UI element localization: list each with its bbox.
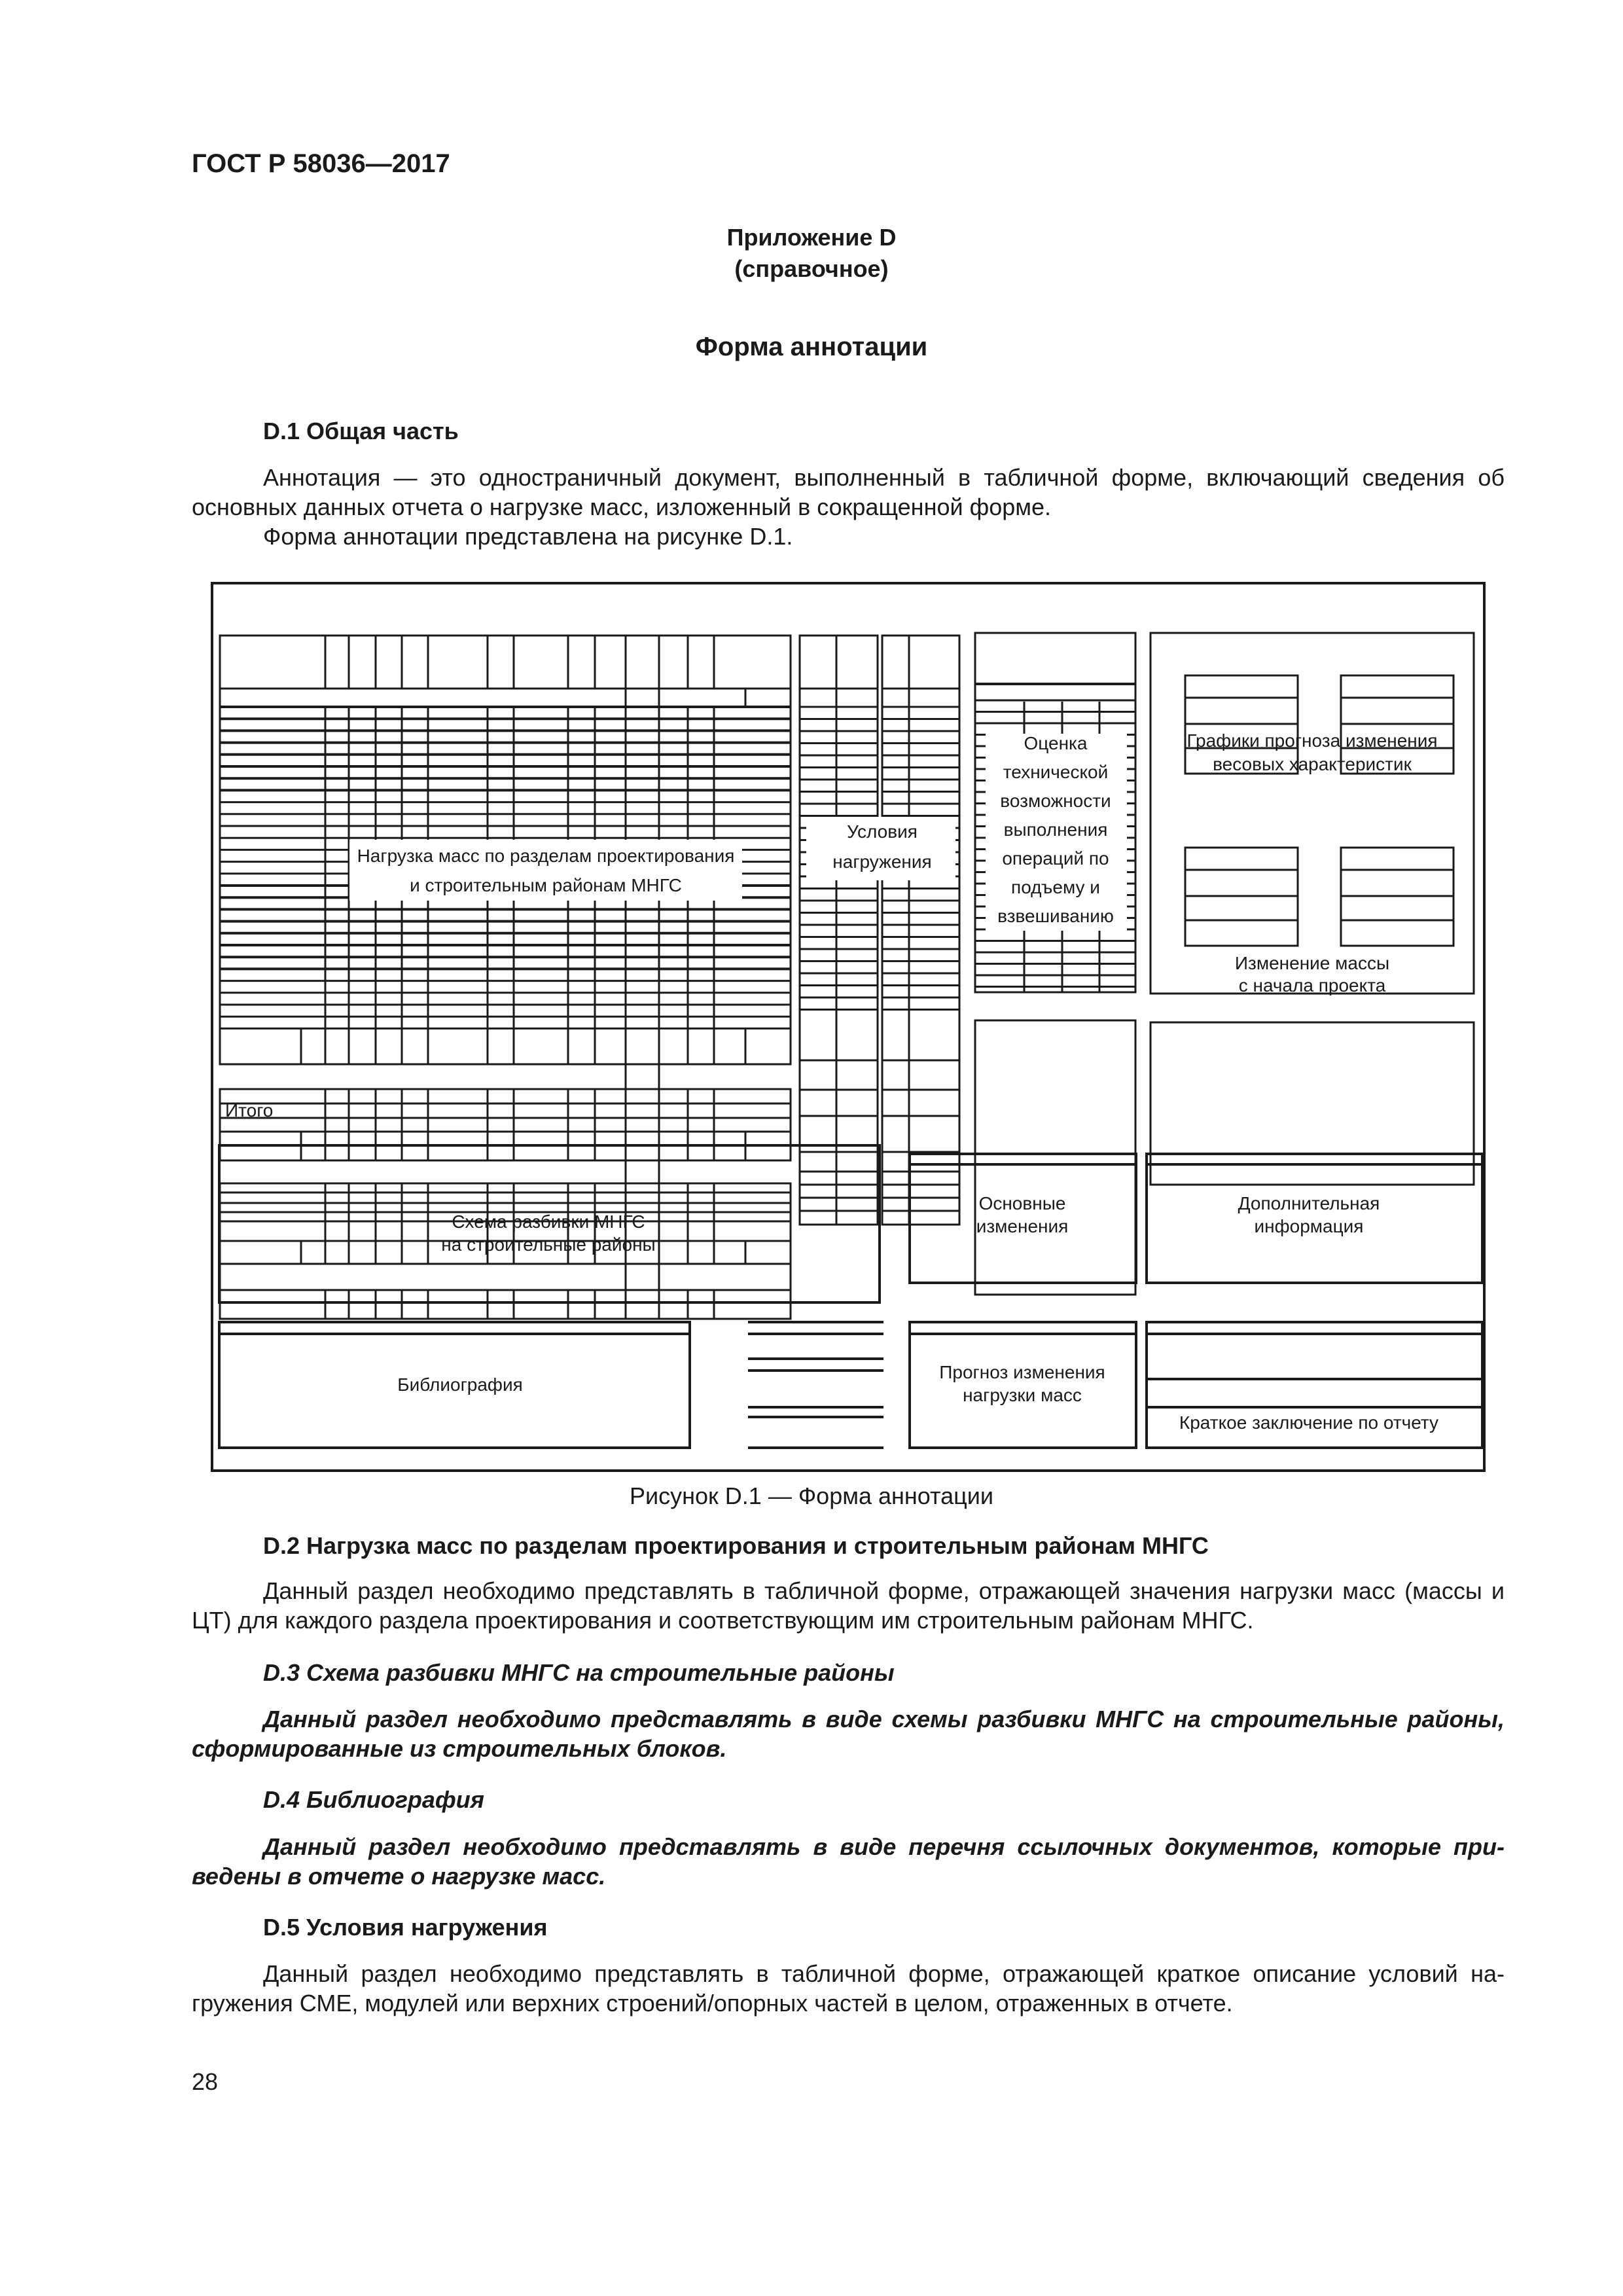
- paragraph: Данный раздел необходимо представлять в виде схемы разбивки МНГС на строительные районы, сформированные из строительных блоков.: [192, 1706, 1505, 1762]
- paragraph: Аннотация — это одностраничный документ, выполненный в табличной форме, включающий сведения об основных данных отчета о нагрузке масс, изложенный в сокращенной форме.: [192, 464, 1505, 520]
- figure-label-main-changes: изменения: [976, 1216, 1069, 1236]
- figure-label-assessment: взвешиванию: [997, 906, 1114, 926]
- figure-label-assessment: Оценка: [1024, 733, 1088, 753]
- figure-label-scheme: на строительные районы: [441, 1234, 656, 1255]
- figure-label-additional-info: информация: [1254, 1216, 1364, 1236]
- figure-label-load-conditions: Условия: [847, 821, 918, 842]
- form-box: [975, 1020, 1135, 1295]
- figure-label-mass-load: Нагрузка масс по разделам проектирования: [357, 846, 735, 866]
- figure-caption: Рисунок D.1 — Форма аннотации: [630, 1482, 993, 1509]
- figure-label-mass-change: Изменение массы: [1234, 953, 1390, 973]
- page-number: 28: [192, 2068, 219, 2095]
- section-heading-d4: D.4 Библиография: [263, 1786, 484, 1813]
- figure-label-forecast: нагрузки масс: [963, 1385, 1082, 1405]
- figure-label-graphs: Графики прогноза изменения: [1186, 730, 1438, 751]
- figure-label-mass-change: с начала проекта: [1238, 975, 1386, 996]
- figure-label-assessment: возможности: [1000, 791, 1111, 811]
- figure-label-total: Итого: [225, 1100, 274, 1121]
- figure-label-mass-load: и строительным районам МНГС: [410, 875, 682, 895]
- paragraph: Данный раздел необходимо представлять в табличной форме, отражающей значения нагрузки масс (массы и ЦТ) для каждого раздела проектирования и соответствующим им строительным районам МНГС.: [192, 1577, 1505, 1634]
- figure-label-assessment: технической: [1003, 762, 1109, 782]
- figure-label-summary: Краткое заключение по отчету: [1179, 1412, 1439, 1433]
- section-heading-d5: D.5 Условия нагружения: [263, 1914, 548, 1941]
- paragraph: Форма аннотации представлена на рисунке D.1.: [263, 523, 793, 550]
- document-header: ГОСТ Р 58036—2017: [192, 149, 450, 178]
- form-box: [220, 1089, 791, 1160]
- section-heading-d3: D.3 Схема разбивки МНГС на строительные районы: [263, 1659, 895, 1686]
- figure-label-forecast: Прогноз изменения: [939, 1362, 1105, 1382]
- figure-label-assessment: подъему и: [1011, 877, 1100, 897]
- form-box: [1150, 1022, 1474, 1185]
- appendix-title: Форма аннотации: [695, 332, 928, 361]
- figure-label-assessment: операций по: [1002, 848, 1109, 869]
- form-box: [882, 636, 959, 1225]
- svg-text:нагружения: [832, 852, 931, 872]
- figure-label-graphs: весовых характеристик: [1213, 754, 1412, 774]
- figure-label-bibliography: Библиография: [397, 1374, 523, 1395]
- section-heading-d2: D.2 Нагрузка масс по разделам проектирования и строительным районам МНГС: [263, 1532, 1209, 1559]
- svg-text:Нагрузка масс по разделам прое: [357, 846, 735, 866]
- paragraph: Данный раздел необходимо представлять в виде перечня ссылочных документов, которые приведены в отчете о нагрузке масс.: [192, 1833, 1505, 1890]
- figure-label-assessment: выполнения: [1003, 819, 1108, 840]
- svg-text:и строительным районам МНГС: [410, 875, 682, 895]
- paragraph: Данный раздел необходимо представлять в табличной форме, отражающей краткое описание условий нагружения СМЕ, модулей или верхних строений/опорных частей в целом, отраженных в отчете.: [192, 1960, 1505, 2017]
- figure-label-additional-info: Дополнительная: [1238, 1193, 1380, 1213]
- appendix-type: (справочное): [734, 255, 889, 282]
- form-box: [800, 636, 878, 1225]
- figure-label-load-conditions: нагружения: [832, 852, 932, 872]
- figure-label-main-changes: Основные: [978, 1193, 1066, 1213]
- appendix-label: Приложение D: [726, 224, 897, 251]
- form-box: [212, 583, 1484, 1471]
- form-box: [1150, 633, 1474, 994]
- section-heading-d1: D.1 Общая часть: [263, 418, 459, 444]
- svg-text:Условия: [847, 821, 918, 842]
- figure-label-scheme: Схема разбивки МНГС: [452, 1211, 645, 1232]
